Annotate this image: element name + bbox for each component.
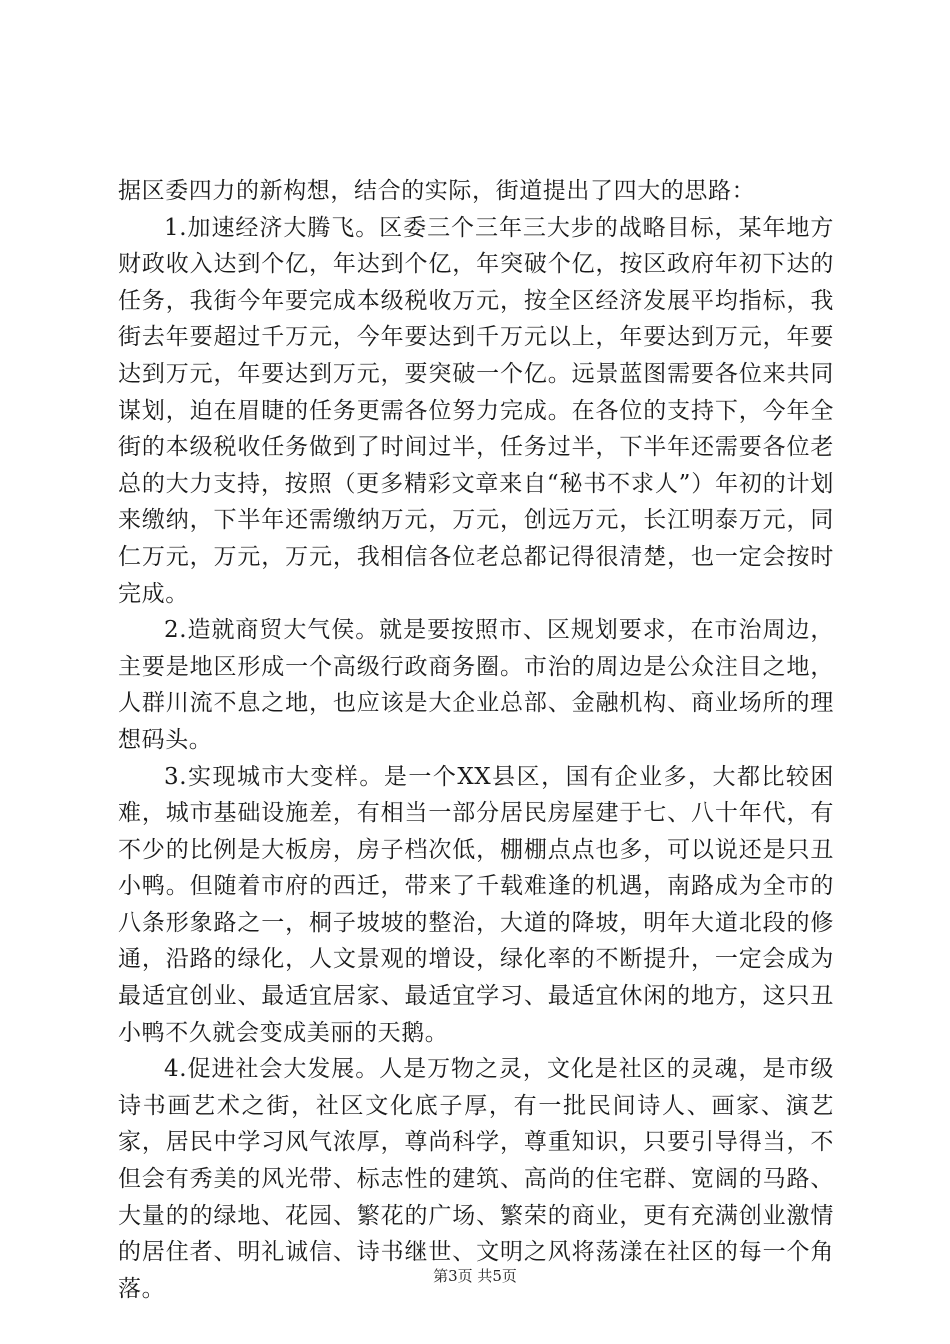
- paragraph-city: 3.实现城市大变样。是一个XX县区，国有企业多，大都比较困难，城市基础设施差，有相当一部分居民房屋建于七、八十年代，有不少的比例是大板房，房子档次低，棚棚点点也多，可以说还是只丑小鸭。但随着市府的西迁，带来了千载难逢的机遇，南路成为全市的八条形象路之一，桐子坡坡的整治，大道的降坡，明年大道北段的修通，沿路的绿化，人文景观的增设，绿化率的不断提升，一定会成为最适宜创业、最适宜居家、最适宜学习、最适宜休闲的地方，这只丑小鸭不久就会变成美丽的天鹅。: [118, 763, 834, 1046]
- paragraph-economy: 1.加速经济大腾飞。区委三个三年三大步的战略目标，某年地方财政收入达到个亿，年达到个亿，年突破个亿，按区政府年初下达的任务，我街今年要完成本级税收万元，按全区经济发展平均指标，我街去年要超过千万元，今年要达到千万元以上，年要达到万元，年要达到万元，年要达到万元，要突破一个亿。远景蓝图需要各位来共同谋划，迫在眉睫的任务更需各位努力完成。在各位的支持下，今年全街的本级税收任务做到了时间过半，任务过半，下半年还需要各位老总的大力支持，按照（更多精彩文章来自“秘书不求人”）年初的计划来缴纳，下半年还需缴纳万元，万元，创远万元，长江明泰万元，同仁万元，万元，万元，我相信各位老总都记得很清楚，也一定会按时完成。: [118, 214, 834, 607]
- paragraph-commerce: 2.造就商贸大气侯。就是要按照市、区规划要求，在市治周边，主要是地区形成一个高级行政商务圈。市治的周边是公众注目之地，人群川流不息之地，也应该是大企业总部、金融机构、商业场所的理想码头。: [118, 617, 834, 753]
- document-body: [118, 173, 834, 1307]
- paragraph-society: 4.促进社会大发展。人是万物之灵，文化是社区的灵魂，是市级诗书画艺术之街，社区文化底子厚，有一批民间诗人、画家、演艺家，居民中学习风气浓厚，尊尚科学，尊重知识，只要引导得当，不但会有秀美的风光带、标志性的建筑、高尚的住宅群、宽阔的马路、大量的的绿地、花园、繁花的广场、繁荣的商业，更有充满创业激情的居住者、明礼诚信、诗书继世、文明之风将荡漾在社区的每一个角落。: [118, 1056, 834, 1302]
- page-number-footer: 第3页 共5页: [433, 1267, 517, 1285]
- intro-paragraph: 据区委四力的新构想，结合的实际，街道提出了四大的思路：: [118, 178, 756, 204]
